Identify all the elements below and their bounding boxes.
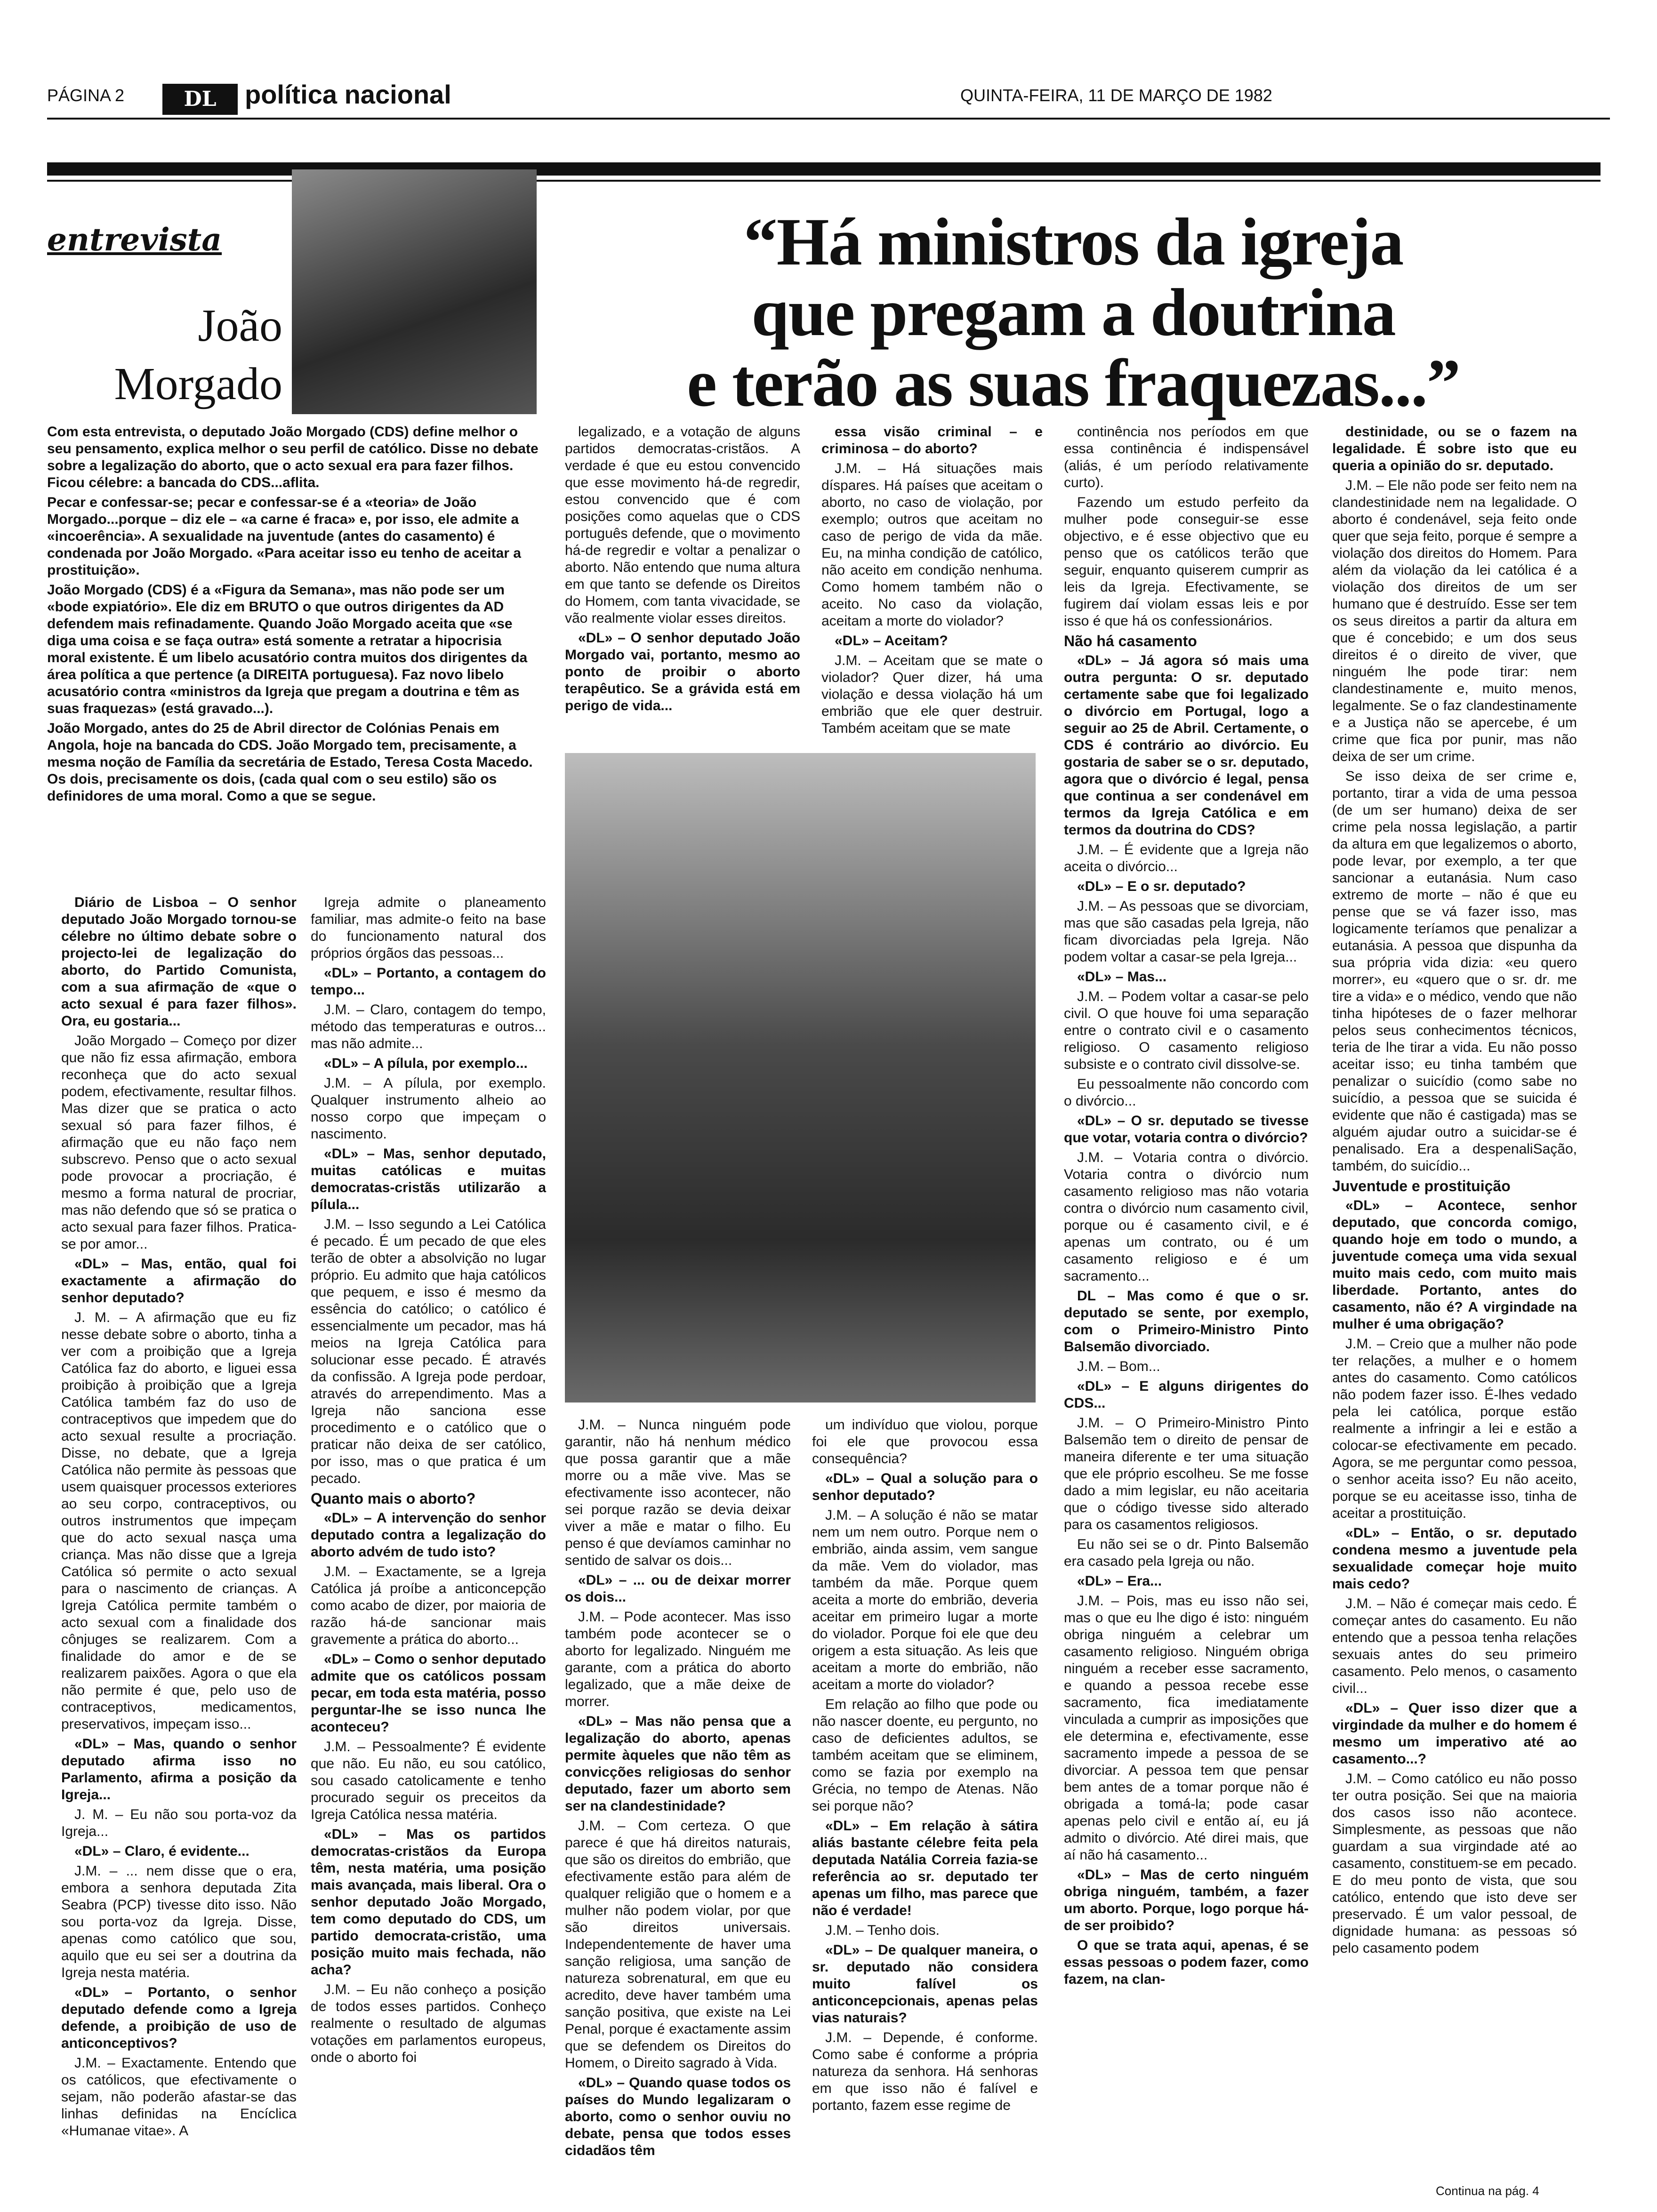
subheading: Quanto mais o aborto? bbox=[311, 1490, 476, 1507]
interview-question: «DL» – Era... bbox=[1077, 1573, 1162, 1589]
interview-question: «DL» – ... ou de deixar morrer os dois... bbox=[565, 1572, 791, 1605]
interview-answer: Fazendo um estudo perfeito da mulher pode conseguir-se esse objectivo, e é esse objectivo que eu penso que os católicos terão que seguir, enquanto quiserem cumprir as leis da Igreja. Efectivamente, se fugirem daí violam essas leis e por isso é que há os confessionários. bbox=[1064, 495, 1309, 629]
article-column-3-bottom bbox=[565, 1417, 791, 2162]
interview-answer: J.M. – Exactamente, se a Igreja Católica já proíbe a anticoncepção como acabo de dizer, por maioria de razão há-de sancionar mais gravemente a prática do aborto... bbox=[311, 1564, 546, 1647]
interview-answer: J.M. – As pessoas que se divorciam, mas que são casadas pela Igreja, não ficam divorciadas pela Igreja. Não podem voltar a casar-se pela Igreja... bbox=[1064, 898, 1309, 965]
interview-answer: J.M. – Como católico eu não posso ter outra posição. Sei que na maioria dos casos isso não acontece. Simplesmente, as pessoas que não guardam a sua virgindade até ao casamento, constituem-se em pecado. E do meu ponto de vista, que sou católico, entendo que isto deve ser preservado. É um valor pessoal, de dignidade humana: as pessoas só pelo casamento podem bbox=[1332, 1771, 1577, 1956]
interview-answer: J.M. – Bom... bbox=[1077, 1359, 1160, 1374]
interview-question: destinidade, ou se o fazem na legalidade. É sobre isto que eu queria a opinião do sr. deputado. bbox=[1332, 424, 1577, 473]
kicker: entrevista bbox=[47, 221, 222, 258]
interview-question: «DL» – Aceitam? bbox=[835, 633, 948, 649]
lead-paragraph: João Morgado, antes do 25 de Abril director de Colónias Penais em Angola, hoje na bancada do CDS. João Morgado tem, precisamente, a mesma noção de Família da secretária de Estado, Teresa Costa Macedo. Os dois, precisamente os dois, (cada qual com o seu estilo) são os definidores de uma moral. Como a que se segue. bbox=[47, 721, 533, 804]
masthead bbox=[47, 80, 1610, 120]
interview-question: «DL» – Mas de certo ninguém obriga ninguém, também, a fazer um aborto. Porque, logo porque há-de ser proibido? bbox=[1064, 1867, 1309, 1933]
article-column-6 bbox=[1332, 424, 1577, 1960]
interview-answer: J.M. – Com certeza. O que parece é que há direitos naturais, que são os direitos do embrião, que efectivamente estão para além de qualquer religião que o homem e a mulher não podem violar, por que são direitos universais. Independentemente de haver uma sanção religiosa, uma sanção de natureza sobrenatural, em que eu acredito, deve haver também uma sanção positiva, que existe na Lei Penal, porque é exactamente assim que se defendem os Direitos do Homem, o Direito sagrado à Vida. bbox=[565, 1818, 791, 2071]
lead-paragraph: Pecar e confessar-se; pecar e confessar-se é a «teoria» de João Morgado...porque – diz ele – «a carne é fraca» e, por isso, ele admite a «incoerência». A sexualidade na juventude (antes do casamento) é condenada por João Morgado. «Para aceitar isso eu tenho de aceitar a prostituição». bbox=[47, 495, 521, 578]
interview-answer: continência nos períodos em que essa continência é indispensável (aliás, é um período relativamente curto). bbox=[1064, 424, 1309, 490]
interview-answer: J.M. – A solução é não se matar nem um nem outro. Porque nem o embrião, ainda assim, vem sangue da mãe. Vem do violador, mas também da mãe. Porque quem aceita a morte do embrião, deveria aceitar em primeiro lugar a morte do violador. Porque foi ele que deu origem a esta situação. As leis que aceitam a morte do embrião, não aceitam a morte do violador? bbox=[812, 1507, 1038, 1692]
interview-answer: J.M. – Exactamente. Entendo que os católicos, que efectivamente o sejam, não poderão afastar-se das linhas definidas na Encíclica «Humanae vitae». A bbox=[61, 2055, 297, 2139]
interview-answer: Em relação ao filho que pode ou não nascer doente, eu pergunto, no caso de deficientes adultos, se também aceitam que se eliminem, como se fazia por exemplo na Grécia, no tempo de Atenas. Não sei porque não? bbox=[812, 1697, 1038, 1814]
interview-answer: J.M. – ... nem disse que o era, embora a senhora deputada Zita Seabra (PCP) tivesse dito isso. Não sou porta-voz da Igreja. Disse, apenas como católico que sou, aquilo que eu sei ser a doutrina da Igreja nesta matéria. bbox=[61, 1863, 297, 1980]
article-column-3-top bbox=[565, 424, 800, 717]
subheading: Juventude e prostituição bbox=[1332, 1178, 1511, 1194]
interview-answer: legalizado, e a votação de alguns partidos democratas-cristãos. A verdade é que eu estou convencido que esse movimento há-de regredir, estou convencido que é com posições como aquelas que o CDS português defende, que o movimento há-de regredir e voltar a penalizar o aborto. Não entendo que numa altura em que tanto se defende os Direitos do Homem, com tanta vivacidade, se vão realmente violar esses direitos. bbox=[565, 424, 800, 626]
interview-question: «DL» – Acontece, senhor deputado, que concorda comigo, quando hoje em todo o mundo, a juventude começa uma vida sexual muito mais cedo, com muito mais liberdade. Portanto, antes do casamento, não é? A virgindade na mulher é uma obrigação? bbox=[1332, 1198, 1577, 1332]
interview-answer: João Morgado – Começo por dizer que não fiz essa afirmação, embora reconheça que do acto sexual podem, efectivamente, resultar filhos. Mas dizer que se pratica o acto sexual só para fazer filhos, é afirmação que eu não faço nem subscrevo. Penso que o acto sexual pode provocar a procriação, é mesmo a forma natural de procriar, mas não defendo que só se pratica o acto sexual para fazer filhos. Pratica-se por amor... bbox=[61, 1033, 297, 1252]
interview-answer: J.M. – A pílula, por exemplo. Qualquer instrumento alheio ao nosso corpo que impeçam o nascimento. bbox=[311, 1075, 546, 1142]
interview-question: «DL» – Em relação à sátira aliás bastante célebre feita pela deputada Natália Correia fazia-se referência ao sr. deputado ter apenas um filho, mas parece que não é verdade! bbox=[812, 1818, 1038, 1918]
interview-question: «DL» – Mas... bbox=[1077, 969, 1167, 985]
interview-question: «DL» – Portanto, o senhor deputado defende como a Igreja defende, a proibição de uso de anticonceptivos? bbox=[61, 1985, 297, 2051]
interview-answer: J. M. – Eu não sou porta-voz da Igreja... bbox=[61, 1807, 297, 1839]
article-column-2 bbox=[311, 894, 546, 2069]
interview-question: «DL» – A intervenção do senhor deputado contra a legalização do aborto advém de tudo isto? bbox=[311, 1510, 546, 1560]
issue-date: QUINTA-FEIRA, 11 DE MARÇO DE 1982 bbox=[960, 86, 1272, 105]
interview-answer: J.M. – Há situações mais díspares. Há países que aceitam o aborto, no caso de violação, por exemplo; outros que aceitam no caso de perigo de vida da mãe. Eu, na minha condição de católico, não aceito em condição nenhuma. Como homem também não o aceito. No caso da violação, aceitam a morte do violador? bbox=[821, 461, 1043, 629]
interview-answer: J.M. – Votaria contra o divórcio. Votaria contra o divórcio num casamento religioso mas não votaria contra o divórcio num casamento civil, porque ou é casamento civil, e é apenas um contrato, ou é um casamento religioso e é um sacramento... bbox=[1064, 1150, 1309, 1284]
interview-question: «DL» – Como o senhor deputado admite que os católicos possam pecar, em toda esta matéria, posso perguntar-lhe se isso nunca lhe aconteceu? bbox=[311, 1651, 546, 1735]
interview-answer: J. M. – A afirmação que eu fiz nesse debate sobre o aborto, tinha a ver com a proibição que a Igreja Católica faz do aborto, e liguei essa proibição à proibição que a Igreja Católica também faz do uso de contraceptivos que impedem que do acto sexual resulte a procriação. Disse, no debate, que a Igreja Católica não permite às pessoas que usem quaisquer processos exteriores ao seu corpo, contraceptivos, ou outros instrumentos que impeçam que do acto sexual nasça uma criança. Mas não disse que a Igreja Católica só permite o acto sexual para o nascimento de crianças. A Igreja Católica permite também o acto sexual com a finalidade dos cônjuges se realizarem. Com a finalidade do amor e de se realizarem paixões. Agora o que ela não permite é que, pelo uso de contraceptivos, medicamentos, preservativos, impeçam isso... bbox=[61, 1310, 297, 1732]
interview-answer: Eu pessoalmente não concordo com o divórcio... bbox=[1064, 1076, 1309, 1109]
headline-line: “Há ministros da igreja bbox=[743, 205, 1403, 280]
interview-answer: J.M. – Pode acontecer. Mas isso também pode acontecer se o aborto for legalizado. Ninguém me garante, com a prática do aborto legalizado, que a mãe deixe de morrer. bbox=[565, 1609, 791, 1709]
interview-question: «DL» – Mas, então, qual foi exactamente a afirmação do senhor deputado? bbox=[61, 1256, 297, 1306]
divider bbox=[47, 180, 1601, 182]
newspaper-logo: DL bbox=[162, 84, 238, 115]
interview-answer: J.M. – Ele não pode ser feito nem na clandestinidade nem na legalidade. O aborto é condenável, seja feito onde quer que seja feito, porque é sempre a violação dos direitos do Homem. Para além da violação da lei católica é a violação dos direitos de um ser humano que é destruído. Esse ser tem os seus direitos a partir da altura em que é concebido; e um dos seus direitos é o direito de viver, que ninguém lhe pode tirar: nem clandestinamente e, muito menos, legalmente. Se o faz clandestinamente e a Justiça não se apercebe, é um crime que fica por punir, mas não deixa de ser um crime. bbox=[1332, 478, 1577, 764]
interview-question: «DL» – Quer isso dizer que a virgindade da mulher e do homem é mesmo um imperativo até ao casamento...? bbox=[1332, 1700, 1577, 1767]
interview-question: «DL» – Já agora só mais uma outra pergunta: O sr. deputado certamente sabe que foi legalizado o divórcio em Portugal, logo a seguir ao 25 de Abril. Certamente, o CDS é contrário ao divórcio. Eu gostaria de saber se o sr. deputado, agora que o divórcio é legal, pensa que continua a ser condenável em termos da Igreja Católica e em termos da doutrina do CDS? bbox=[1064, 653, 1309, 838]
title-bar bbox=[47, 162, 1601, 176]
lead-paragraph: João Morgado (CDS) é a «Figura da Semana», mas não pode ser um «bode expiatório». Ele diz em BRUTO o que outros dirigentes da AD defendem mais refinadamente. Quando João Morgado aceita que «se diga uma coisa e se faça outra» está somente a retratar a hipocrisia moral existente. É um libelo acusatório contra muitos dos dirigentes da área política a que pertence (a DIREITA portuguesa). Faz novo libelo acusatório contra «ministros da Igreja que pregam a doutrina e têm as suas fraquezas» (está gravado...). bbox=[47, 582, 528, 716]
interview-question: «DL» – A pílula, por exemplo... bbox=[324, 1056, 528, 1071]
interview-question: «DL» – O senhor deputado João Morgado vai, portanto, mesmo ao ponto de proibir o aborto terapêutico. Se a grávida está em perigo de vida... bbox=[565, 630, 800, 713]
interview-answer: J.M. – Depende, é conforme. Como sabe é conforme a própria natureza da senhora. Há senhoras em que isso não é falível e portanto, fazem esse regime de bbox=[812, 2030, 1038, 2113]
interview-answer: J.M. – Claro, contagem do tempo, método das temperaturas e outros... mas não admite... bbox=[311, 1002, 546, 1051]
interviewee-name bbox=[47, 297, 282, 413]
interview-answer: J.M. – Nunca ninguém pode garantir, não há nenhum médico que possa garantir que a mãe morre ou a mãe vive. Mas se efectivamente isso acontecer, não sei porque razão se devia deixar viver a mãe e matar o filho. Eu penso é que devíamos caminhar no sentido de salvar os dois... bbox=[565, 1417, 791, 1568]
interview-answer: J.M. – Isso segundo a Lei Católica é pecado. É um pecado de que eles terão de obter a absolvição no lugar próprio. Eu admito que haja católicos que pequem, e isso é mesmo da essência do católico; o católico é essencialmente um pecador, mas há meios na Igreja Católica para solucionar esse pecado. É através da confissão. A Igreja pode perdoar, através do arrependimento. Mas a Igreja não sanciona esse procedimento e o católico que o praticar não deixa de ser católico, por isso, mas o que pratica é um pecado. bbox=[311, 1217, 546, 1486]
headline bbox=[626, 207, 1520, 419]
interview-question: «DL» – Qual a solução para o senhor deputado? bbox=[812, 1471, 1038, 1503]
interview-question: «DL» – Mas, quando o senhor deputado afirma isso no Parlamento, afirma a posição da Igreja... bbox=[61, 1736, 297, 1803]
interview-question: «DL» – Mas, senhor deputado, muitas católicas e muitas democratas-cristãs utilizarão a pílula... bbox=[311, 1146, 546, 1212]
interview-answer: Igreja admite o planeamento familiar, mas admite-o feito na base do funcionamento natural dos próprios órgãos das pessoas... bbox=[311, 895, 546, 961]
interviewee-last-name: Morgado bbox=[114, 359, 282, 409]
interview-answer: J.M. – Tenho dois. bbox=[825, 1923, 940, 1938]
interview-question: «DL» – Quando quase todos os países do Mundo legalizaram o aborto, como o senhor ouviu no debate, pensa que todos esses cidadãos têm bbox=[565, 2075, 791, 2158]
headline-line: e terão as suas fraquezas...” bbox=[687, 346, 1460, 421]
section-title: política nacional bbox=[245, 80, 451, 109]
interview-answer: J.M. – Aceitam que se mate o violador? Quer dizer, há uma violação e dessa violação há um embrião que ele quer destruir. Também aceitam que se mate bbox=[821, 653, 1043, 736]
lead-intro bbox=[47, 424, 541, 808]
interview-photo bbox=[565, 753, 1036, 1403]
interview-answer: Se isso deixa de ser crime e, portanto, tirar a vida de uma pessoa (de um ser humano) deixa de ser crime pela nossa legislação, a partir da altura em que legalizemos o aborto, pode levar, por exemplo, a ter que sancionar a eutanásia. Num caso extremo de morte – não é que eu pense que se vá fazer isso, mas logicamente teríamos que penalizar a eutanásia. A pessoa que dispunha da sua própria vida dizia: «eu quero morrer», eu «quero que o sr. dr. me tire a vida» e o médico, vendo que não tinha hipóteses de o fazer melhorar pelos seus conhecimentos técnicos, teria de lhe tirar a vida. Eu não posso aceitar isso; eu tinha também que penalizar o suicídio (como sabe no suicídio, a pessoa que se suicida é evidente que não é castigada) mas se alguém ajudar outro a suicidar-se é penalisado. Era a despenaliSação, também, do suicídio... bbox=[1332, 769, 1577, 1174]
interview-question: «DL» – E alguns dirigentes do CDS... bbox=[1064, 1378, 1309, 1411]
interview-question: DL – Mas como é que o sr. deputado se sente, por exemplo, com o Primeiro-Ministro Pinto Balsemão divorciado. bbox=[1064, 1288, 1309, 1354]
page-number: PÁGINA 2 bbox=[47, 86, 125, 105]
interview-question: essa visão criminal – e criminosa – do aborto? bbox=[821, 424, 1043, 457]
interview-answer: J.M. – Podem voltar a casar-se pelo civil. O que houve foi uma separação entre o contrato civil e o casamento religioso. O casamento religioso subsiste e o contrato civil dissolve-se. bbox=[1064, 989, 1309, 1072]
subheading: Não há casamento bbox=[1064, 633, 1197, 649]
interview-answer: J.M. – Pessoalmente? É evidente que não. Eu não, eu sou católico, sou casado catolicamente e tenho procurado seguir os preceitos da Igreja Católica nessa matéria. bbox=[311, 1739, 546, 1822]
continued-notice: Continua na pág. 4 bbox=[1436, 2184, 1539, 2198]
interview-question: «DL» – Portanto, a contagem do tempo... bbox=[311, 965, 546, 998]
interview-question: «DL» – O sr. deputado se tivesse que votar, votaria contra o divórcio? bbox=[1064, 1113, 1309, 1146]
interview-question: «DL» – Então, o sr. deputado condena mesmo a juventude pela sexualidade começar hoje muito mais cedo? bbox=[1332, 1525, 1577, 1592]
interview-question: O que se trata aqui, apenas, é se essas pessoas o podem fazer, como fazem, na clan- bbox=[1064, 1938, 1309, 1987]
interview-question: «DL» – Mas não pensa que a legalização do aborto, apenas permite àqueles que não têm as convicções religiosas do senhor deputado, fazer um aborto sem ser na clandestinidade? bbox=[565, 1714, 791, 1814]
interview-question: Diário de Lisboa – O senhor deputado João Morgado tornou-se célebre no último debate sobre o projecto-lei de legalização do aborto, do Partido Comunista, com a sua afirmação de «que o acto sexual é para fazer filhos». Ora, eu gostaria... bbox=[61, 895, 297, 1029]
interview-answer: Eu não sei se o dr. Pinto Balsemão era casado pela Igreja ou não. bbox=[1064, 1537, 1309, 1569]
interview-answer: J.M. – É evidente que a Igreja não aceita o divórcio... bbox=[1064, 842, 1309, 874]
portrait-photo bbox=[292, 169, 537, 414]
article-column-1 bbox=[61, 894, 297, 2142]
interviewee-first-name: João bbox=[198, 300, 282, 351]
interview-answer: J.M. – Creio que a mulher não pode ter relações, a mulher e o homem antes do casamento. Como católicos não podem fazer isso. É-lhes vedado pela lei católica, porque estão realmente a infringir a lei e estão a colocar-se efectivamente em pecado. Agora, se me perguntar como pessoa, o senhor aceita isso? Eu não aceito, porque se eu aceitasse isso, tinha de aceitar a prostituição. bbox=[1332, 1336, 1577, 1521]
interview-question: «DL» – Mas os partidos democratas-cristãos da Europa têm, nesta matéria, uma posição mais avançada, mais liberal. Ora o senhor deputado João Morgado, tem como deputado do CDS, um partido democrata-cristão, uma posição muito mais fechada, não acha? bbox=[311, 1827, 546, 1978]
interview-answer: um indivíduo que violou, porque foi ele que provocou essa consequência? bbox=[812, 1417, 1038, 1467]
lead-paragraph: Com esta entrevista, o deputado João Morgado (CDS) define melhor o seu pensamento, explica melhor o seu perfil de católico. Disse no debate sobre a legalização do aborto, que o acto sexual era para fazer filhos. Ficou célebre: a bancada do CDS...aflita. bbox=[47, 424, 539, 490]
interview-question: «DL» – De qualquer maneira, o sr. deputado não considera muito falível os anticoncepcionais, apenas pelas vias naturais? bbox=[812, 1942, 1038, 2026]
interview-question: «DL» – E o sr. deputado? bbox=[1077, 879, 1246, 894]
interview-question: «DL» – Claro, é evidente... bbox=[74, 1843, 249, 1859]
interview-answer: J.M. – Pois, mas eu isso não sei, mas o que eu lhe digo é isto: ninguém obriga ninguém a celebrar um casamento religioso. Ninguém obriga ninguém a receber esse sacramento, e quando a pessoa recebe esse sacramento, fica imediatamente vinculada a cumprir as imposições que ele determina e, efectivamente, esse sacramento impede a pessoa de se divorciar. A pessoa tem que pensar bem antes de a tomar porque não é obrigada a tomá-la; pode casar apenas pelo civil e então aí, eu já admito o divórcio. Até direi mais, que aí não há casamento... bbox=[1064, 1593, 1309, 1863]
article-column-4-top bbox=[821, 424, 1043, 740]
article-column-4-bottom bbox=[812, 1417, 1038, 2117]
interview-answer: J.M. – O Primeiro-Ministro Pinto Balsemão tem o direito de pensar de maneira diferente e ter uma situação que ele próprio escolheu. Se me fosse dado a mim legislar, eu não aceitaria que o código tivesse sido alterado para os casamentos religiosos. bbox=[1064, 1415, 1309, 1532]
article-column-5 bbox=[1064, 424, 1309, 1991]
headline-line: que pregam a doutrina bbox=[751, 275, 1395, 350]
interview-answer: J.M. – Eu não conheço a posição de todos esses partidos. Conheço realmente o resultado de algumas votações em parlamentos europeus, onde o aborto foi bbox=[311, 1982, 546, 2065]
interview-answer: J.M. – Não é começar mais cedo. É começar antes do casamento. Eu não entendo que a pessoa tenha relações sexuais antes do seu primeiro casamento. Pelo menos, o casamento civil... bbox=[1332, 1596, 1577, 1696]
